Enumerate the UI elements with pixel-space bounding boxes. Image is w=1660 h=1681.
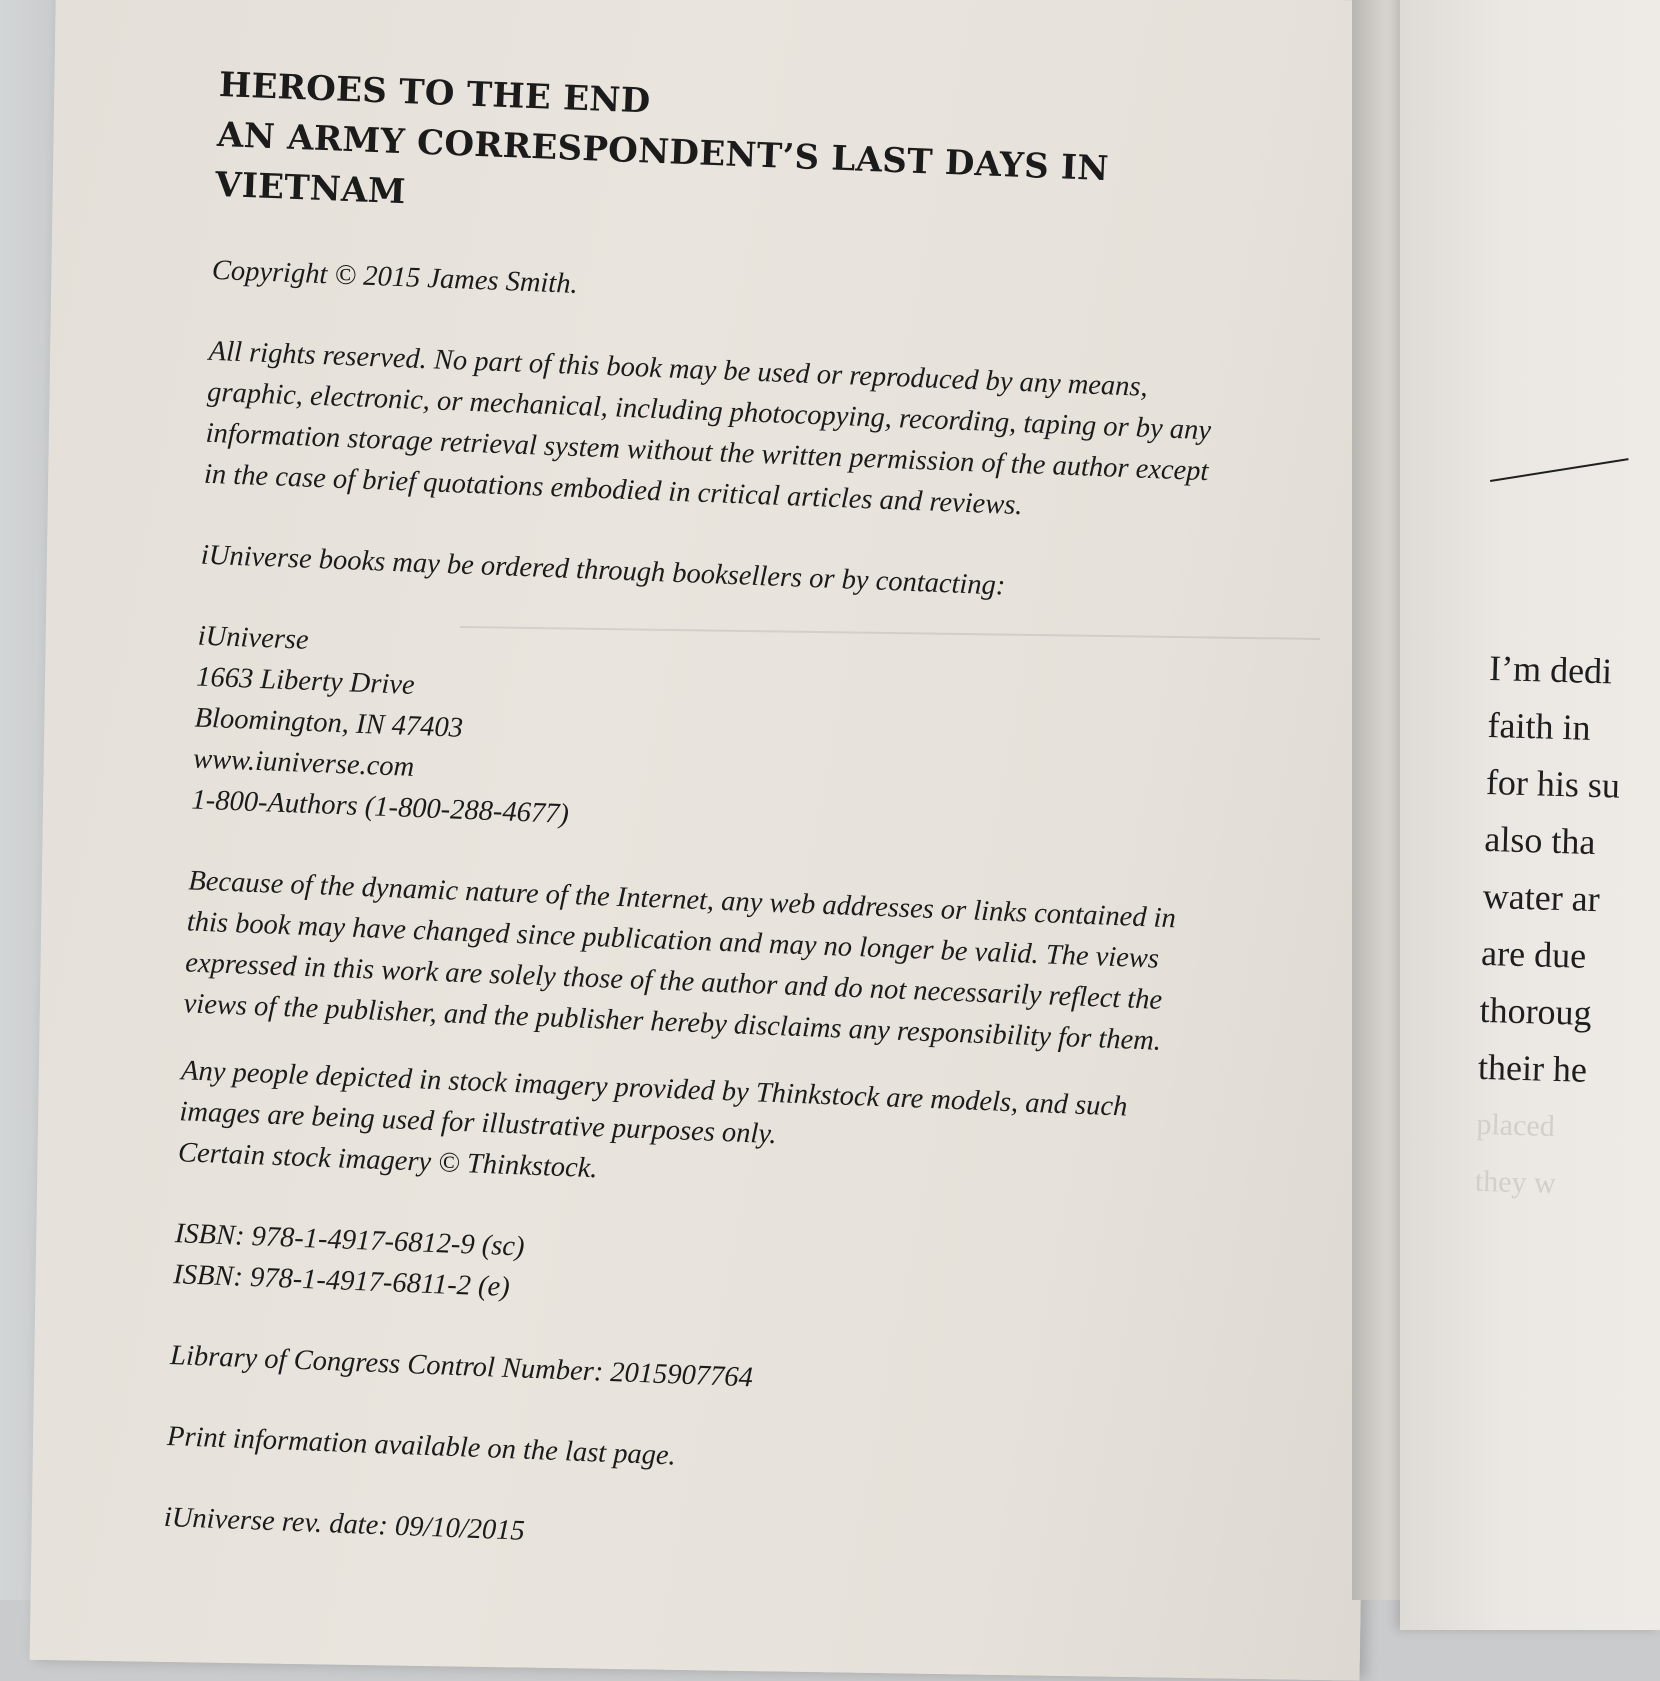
publisher-city: Bloomington, IN 47403	[194, 702, 464, 744]
copyright-content	[163, 60, 1239, 1577]
publisher-name: iUniverse	[197, 620, 310, 656]
isbn-ebook: ISBN: 978-1-4917-6811-2 (e)	[172, 1259, 511, 1304]
book-title: HEROES TO THE END	[218, 64, 652, 122]
facing-line-faded: placed	[1476, 1107, 1556, 1143]
book-subtitle: AN ARMY CORRESPONDENT’S LAST DAYS IN VIETNAM	[214, 114, 1110, 213]
rights-paragraph: All rights reserved. No part of this book may be used or reproduced by any means, graphic, electronic, or mechanical, including photocopying, recording, taping or by any information storage retrieval system without the written permission of the author except in the case of brief quotations embodied in critical articles and reviews.	[203, 335, 1212, 522]
publisher-phone: 1-800-Authors (1-800-288-4677)	[190, 784, 570, 830]
print-info-note: Print information available on the last page.	[166, 1420, 677, 1472]
facing-line: thoroug	[1479, 989, 1593, 1033]
facing-line: for his su	[1485, 761, 1621, 806]
ordering-note: iUniverse books may be ordered through booksellers or by contacting:	[200, 539, 1006, 602]
facing-line: also tha	[1483, 818, 1596, 863]
publisher-street: 1663 Liberty Drive	[195, 661, 416, 701]
isbn-softcover: ISBN: 978-1-4917-6812-9 (sc)	[174, 1218, 526, 1263]
internet-disclaimer: Because of the dynamic nature of the Internet, any web addresses or links contained in this book may have changed since publication and may no longer be valid. The views expressed in this work are solely those of the author and do not necessarily reflect the views of the publisher, and the publisher hereby disclaims any responsibility for them.	[183, 865, 1177, 1057]
publisher-web: www.iuniverse.com	[192, 743, 415, 783]
loc-control-number: Library of Congress Control Number: 2015907764	[169, 1340, 754, 1394]
revision-date: iUniverse rev. date: 09/10/2015	[163, 1501, 526, 1547]
facing-line: their he	[1477, 1046, 1588, 1090]
publisher-address	[191, 616, 1218, 860]
facing-line: I’m dedi	[1488, 647, 1613, 692]
copyright-line: Copyright © 2015 James Smith.	[211, 254, 579, 300]
stock-imagery-credit: Certain stock imagery © Thinkstock.	[177, 1137, 599, 1185]
facing-line: water ar	[1482, 875, 1601, 920]
stock-imagery-note: Any people depicted in stock imagery provided by Thinkstock are models, and such images are being used for illustrative purposes only.	[179, 1055, 1128, 1151]
facing-line: faith in	[1487, 704, 1592, 748]
facing-line-faded: they w	[1474, 1164, 1557, 1201]
facing-page-text	[1474, 640, 1624, 1214]
facing-line: are due	[1480, 932, 1587, 976]
